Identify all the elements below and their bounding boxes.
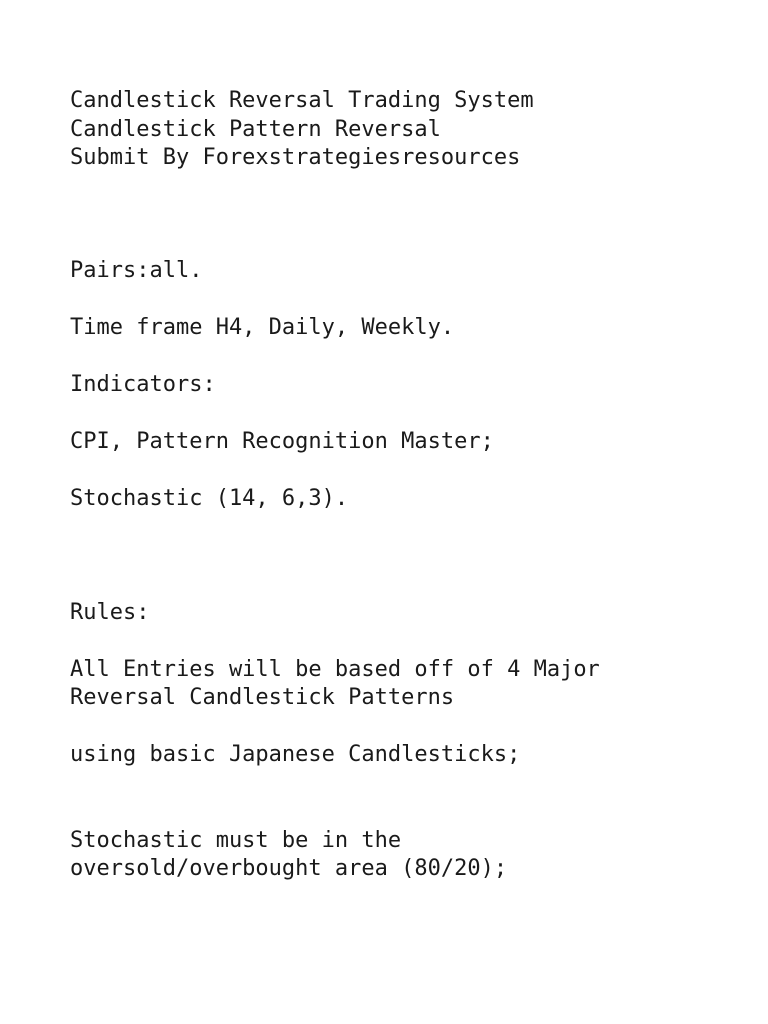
indicator-stochastic-text: Stochastic (14, 6,3).	[70, 486, 349, 511]
rule-candlesticks-text: using basic Japanese Candlesticks;	[70, 742, 521, 767]
document-subtitle: Candlestick Pattern Reversal	[70, 117, 441, 142]
pairs-text: Pairs:all.	[70, 258, 203, 283]
indicators-heading: Indicators:	[70, 372, 216, 397]
rule-stochastic-line-1: Stochastic must be in the	[70, 828, 402, 853]
rules-heading: Rules:	[70, 600, 150, 625]
rule-entries-line-1: All Entries will be based off of 4 Major	[70, 657, 600, 682]
document-title: Candlestick Reversal Trading System	[70, 88, 534, 113]
rule-entries-line-2: Reversal Candlestick Patterns	[70, 685, 455, 710]
document-author: Submit By Forexstrategiesresources	[70, 145, 521, 170]
rule-stochastic-line-2: oversold/overbought area (80/20);	[70, 856, 508, 881]
indicator-cpi-text: CPI, Pattern Recognition Master;	[70, 429, 494, 454]
time-frame-text: Time frame H4, Daily, Weekly.	[70, 315, 455, 340]
